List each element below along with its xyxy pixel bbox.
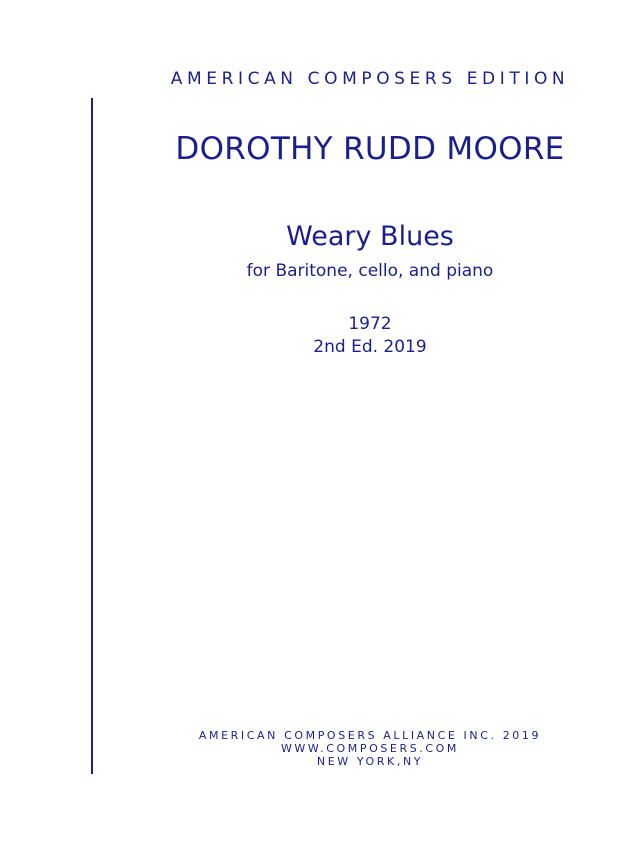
edition-note: 2nd Ed. 2019 (313, 337, 427, 357)
composition-year: 1972 (348, 314, 392, 334)
vertical-margin-rule (91, 98, 93, 774)
instrumentation: for Baritone, cello, and piano (246, 261, 494, 281)
city-line: NEW YORK,NY (316, 755, 424, 768)
work-title: Weary Blues (286, 221, 454, 252)
website-line: WWW.COMPOSERS.COM (280, 742, 460, 755)
composer-name: DOROTHY RUDD MOORE (175, 131, 565, 167)
series-title: AMERICAN COMPOSERS EDITION (170, 69, 570, 89)
publisher-line: AMERICAN COMPOSERS ALLIANCE INC. 2019 (198, 729, 542, 742)
